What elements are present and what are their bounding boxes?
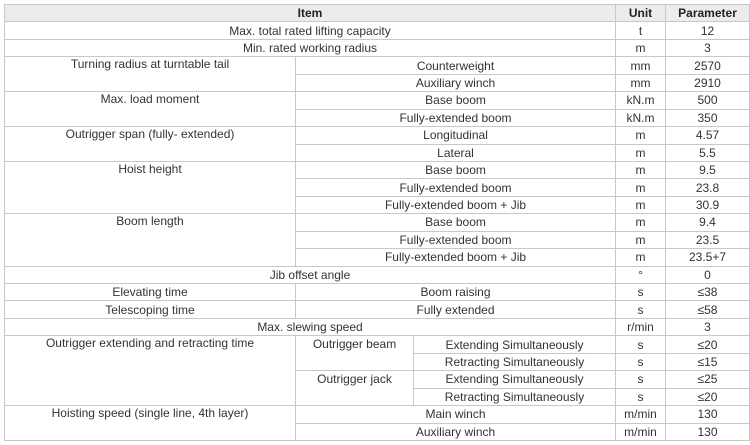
unit-cell: m/min — [616, 406, 666, 423]
value-cell: ≤20 — [666, 336, 750, 353]
unit-cell: s — [616, 336, 666, 353]
table-row — [5, 318, 750, 335]
sub-item-label: Extending Simultaneously — [414, 336, 616, 353]
sub-item-label: Fully-extended boom — [296, 109, 616, 126]
sub-item-label: Counterweight — [296, 57, 616, 74]
item-label: Outrigger extending and retracting time — [5, 336, 296, 406]
sub-item-label: Auxiliary winch — [296, 423, 616, 440]
table-row — [5, 266, 750, 283]
unit-cell: mm — [616, 57, 666, 74]
unit-cell: s — [616, 301, 666, 318]
unit-cell: r/min — [616, 318, 666, 335]
value-cell: 9.4 — [666, 214, 750, 231]
sub-item-label: Fully-extended boom — [296, 231, 616, 248]
value-cell: 3 — [666, 39, 750, 56]
unit-cell: m/min — [616, 423, 666, 440]
unit-cell: s — [616, 284, 666, 301]
unit-cell: m — [616, 179, 666, 196]
table-row — [5, 22, 750, 39]
table-row — [5, 161, 750, 178]
value-cell: ≤15 — [666, 353, 750, 370]
table-row — [5, 127, 750, 144]
value-cell: 23.5 — [666, 231, 750, 248]
value-cell: 23.8 — [666, 179, 750, 196]
header-parameter: Parameter — [666, 5, 750, 22]
unit-cell: m — [616, 161, 666, 178]
value-cell: 500 — [666, 92, 750, 109]
value-cell: 2570 — [666, 57, 750, 74]
value-cell: 23.5+7 — [666, 249, 750, 266]
unit-cell: t — [616, 22, 666, 39]
unit-cell: m — [616, 231, 666, 248]
table-row — [5, 284, 750, 301]
unit-cell: s — [616, 353, 666, 370]
specification-table — [4, 4, 750, 441]
unit-cell: m — [616, 196, 666, 213]
value-cell: ≤25 — [666, 371, 750, 388]
header-item: Item — [5, 5, 616, 22]
unit-cell: kN.m — [616, 92, 666, 109]
value-cell: ≤38 — [666, 284, 750, 301]
value-cell: 130 — [666, 406, 750, 423]
value-cell: 9.5 — [666, 161, 750, 178]
item-label: Max. total rated lifting capacity — [5, 22, 616, 39]
unit-cell: m — [616, 127, 666, 144]
value-cell: 2910 — [666, 74, 750, 91]
sub-item-label: Retracting Simultaneously — [414, 353, 616, 370]
table-row — [5, 57, 750, 74]
unit-cell: s — [616, 371, 666, 388]
sub-item-label: Base boom — [296, 214, 616, 231]
item-label: Telescoping time — [5, 301, 296, 318]
sub-item-label: Extending Simultaneously — [414, 371, 616, 388]
unit-cell: m — [616, 214, 666, 231]
sub-item-label: Main winch — [296, 406, 616, 423]
value-cell: 0 — [666, 266, 750, 283]
item-label: Hoist height — [5, 161, 296, 213]
value-cell: 12 — [666, 22, 750, 39]
value-cell: 350 — [666, 109, 750, 126]
header-unit: Unit — [616, 5, 666, 22]
unit-cell: m — [616, 39, 666, 56]
sub-item-label: Lateral — [296, 144, 616, 161]
table-row — [5, 214, 750, 231]
sub-item-label: Base boom — [296, 92, 616, 109]
sub-item-label: Fully-extended boom — [296, 179, 616, 196]
item-label: Outrigger span (fully- extended) — [5, 127, 296, 162]
item-label: Jib offset angle — [5, 266, 616, 283]
value-cell: 4.57 — [666, 127, 750, 144]
table-row — [5, 406, 750, 423]
item-label: Turning radius at turntable tail — [5, 57, 296, 92]
value-cell: 5.5 — [666, 144, 750, 161]
value-cell: 3 — [666, 318, 750, 335]
sub-item-label: Retracting Simultaneously — [414, 388, 616, 405]
unit-cell: ° — [616, 266, 666, 283]
value-cell: ≤58 — [666, 301, 750, 318]
item-label: Max. load moment — [5, 92, 296, 127]
sub-item-label: Base boom — [296, 161, 616, 178]
table-row — [5, 92, 750, 109]
sub-item-label: Fully-extended boom + Jib — [296, 196, 616, 213]
value-cell: 130 — [666, 423, 750, 440]
unit-cell: s — [616, 388, 666, 405]
item-label: Boom length — [5, 214, 296, 266]
sub-item-label: Auxiliary winch — [296, 74, 616, 91]
sub-item-label: Longitudinal — [296, 127, 616, 144]
item-label: Max. slewing speed — [5, 318, 616, 335]
sub-item-label: Fully extended — [296, 301, 616, 318]
value-cell: 30.9 — [666, 196, 750, 213]
group-label: Outrigger jack — [296, 371, 414, 406]
item-label: Min. rated working radius — [5, 39, 616, 56]
unit-cell: m — [616, 249, 666, 266]
item-label: Hoisting speed (single line, 4th layer) — [5, 406, 296, 441]
unit-cell: kN.m — [616, 109, 666, 126]
table-row — [5, 336, 750, 353]
unit-cell: mm — [616, 74, 666, 91]
unit-cell: m — [616, 144, 666, 161]
sub-item-label: Boom raising — [296, 284, 616, 301]
value-cell: ≤20 — [666, 388, 750, 405]
table-row — [5, 301, 750, 318]
table-row — [5, 39, 750, 56]
header-row — [5, 5, 750, 22]
group-label: Outrigger beam — [296, 336, 414, 371]
sub-item-label: Fully-extended boom + Jib — [296, 249, 616, 266]
item-label: Elevating time — [5, 284, 296, 301]
